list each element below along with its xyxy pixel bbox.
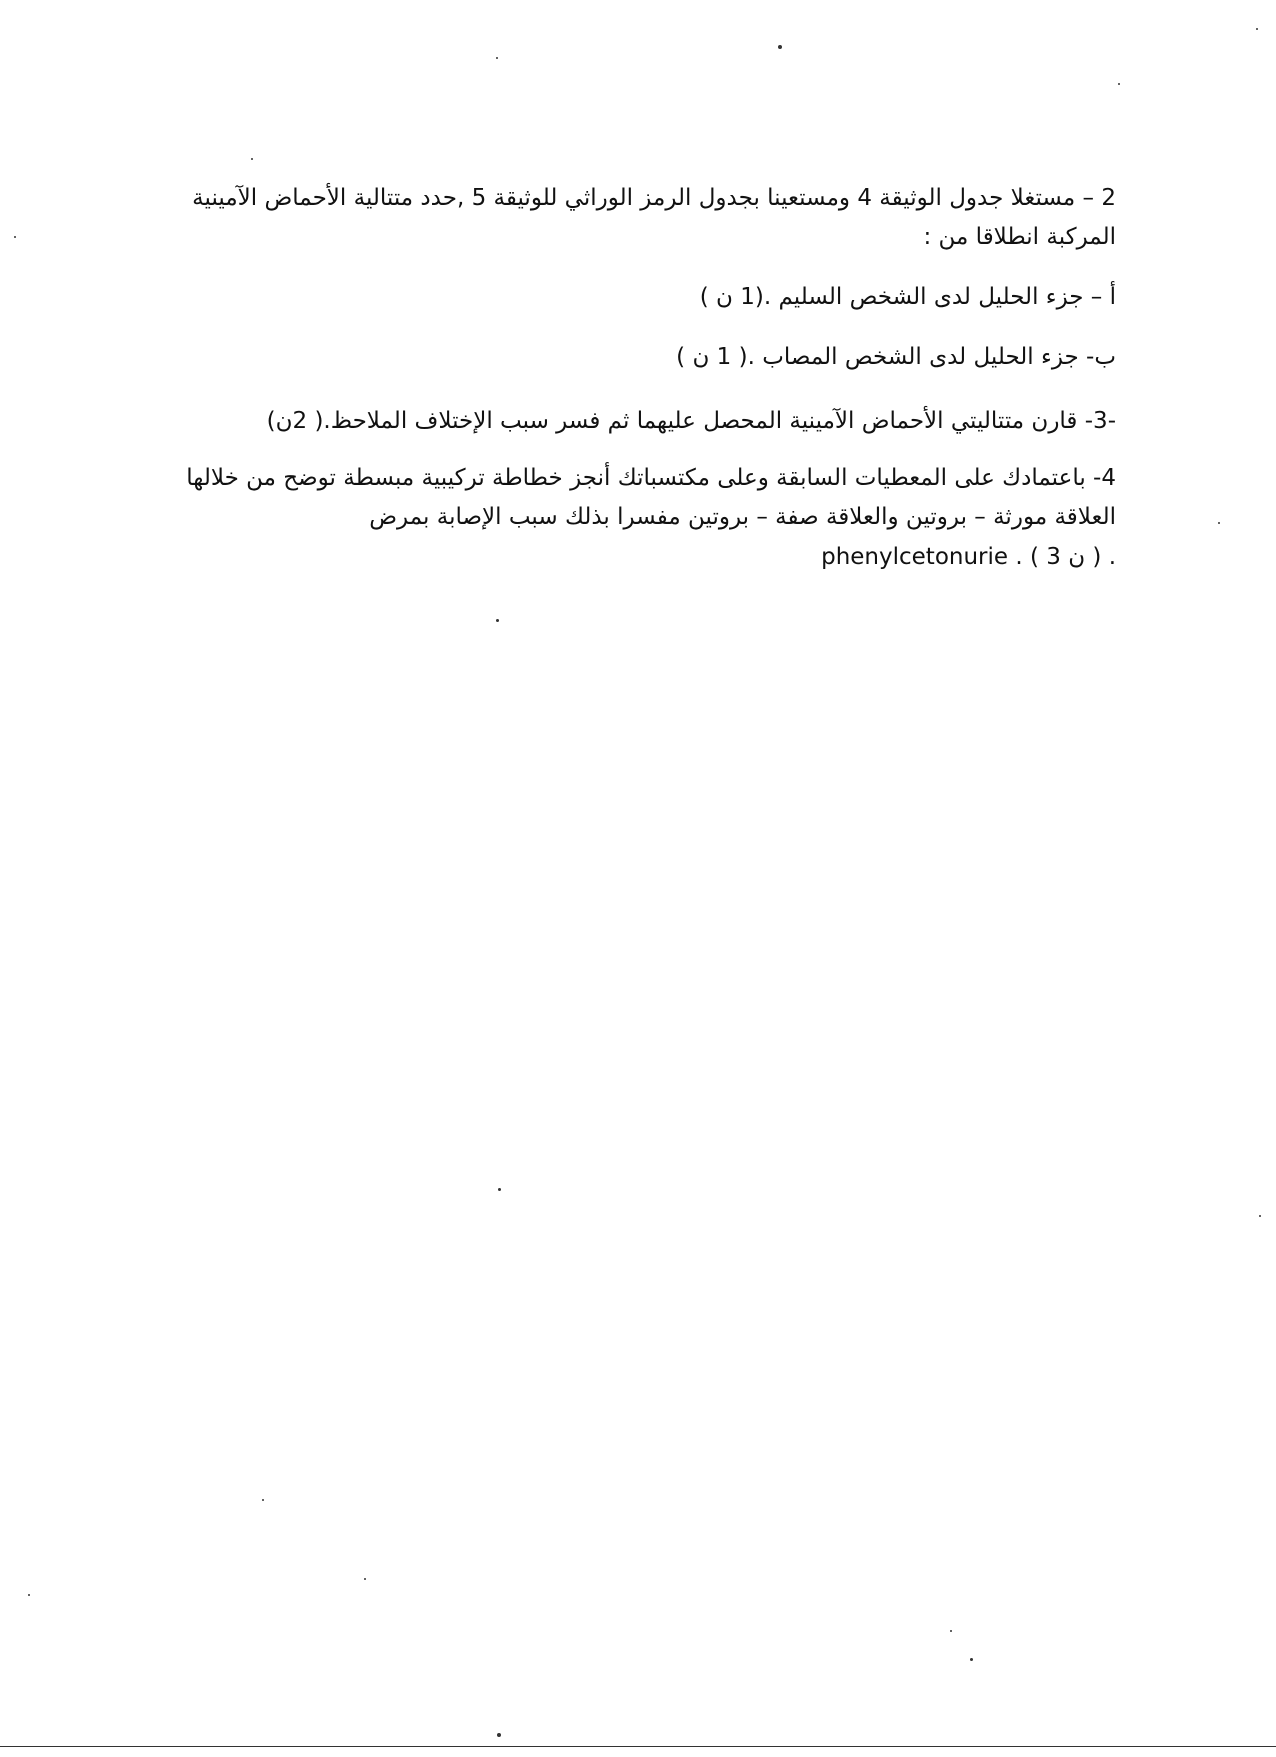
scan-speck xyxy=(970,1658,973,1661)
question-4-line-3: phenylcetonurie . ( 3 ن ) . xyxy=(821,544,1116,570)
question-2-part-b: ب- جزء الحليل لدى الشخص المصاب .( 1 ن ) xyxy=(676,344,1116,370)
scan-speck xyxy=(496,57,498,59)
scan-speck xyxy=(778,45,782,49)
scan-speck xyxy=(1259,1215,1261,1217)
scan-speck xyxy=(28,1594,30,1596)
question-4-line-2: العلاقة مورثة – بروتين والعلاقة صفة – بروتين مفسرا بذلك سبب الإصابة بمرض xyxy=(369,504,1116,530)
question-2-line-1: 2 – مستغلا جدول الوثيقة 4 ومستعينا بجدول الرمز الوراثي للوثيقة 5 ,حدد متتالية الأحماض الآمينية xyxy=(192,185,1116,211)
scan-speck xyxy=(1218,522,1220,524)
question-2-line-2: المركبة انطلاقا من : xyxy=(923,224,1116,250)
scan-edge-line xyxy=(0,1746,1276,1747)
question-3: -3- قارن متتاليتي الأحماض الآمينية المحصل عليهما ثم فسر سبب الإختلاف الملاحظ.( 2ن) xyxy=(266,408,1116,434)
scan-speck xyxy=(496,619,499,622)
question-2-part-a: أ – جزء الحليل لدى الشخص السليم .(1 ن ) xyxy=(699,284,1116,310)
scan-speck xyxy=(1256,28,1258,30)
question-4-line-1: 4- باعتمادك على المعطيات السابقة وعلى مكتسباتك أنجز خطاطة تركيبية مبسطة توضح من خلالها xyxy=(186,465,1116,491)
scan-speck xyxy=(498,1188,501,1191)
scan-speck xyxy=(262,1499,264,1501)
scan-speck xyxy=(364,1578,366,1580)
scan-speck xyxy=(950,1630,952,1632)
scan-speck xyxy=(251,158,253,160)
scan-speck xyxy=(1118,83,1120,85)
scan-speck xyxy=(14,236,16,238)
scan-speck xyxy=(497,1733,501,1737)
